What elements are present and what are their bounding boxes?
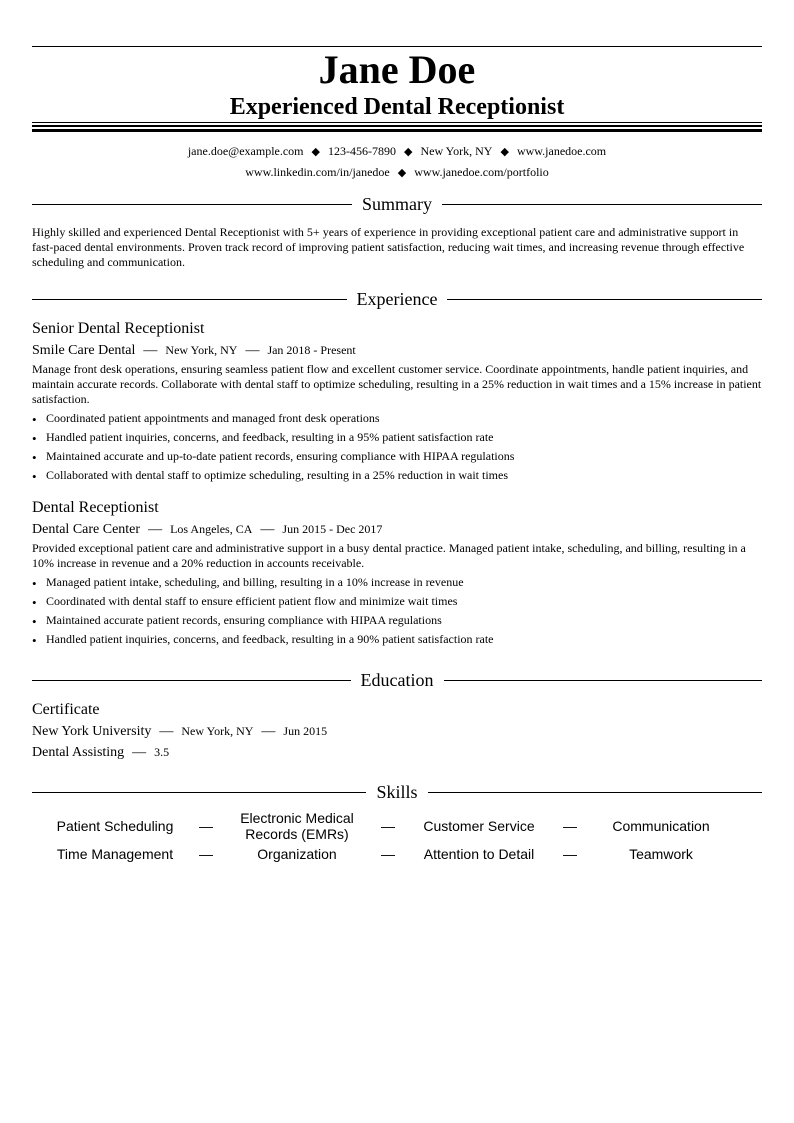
skill-item: Time Management (56, 846, 174, 862)
list-item: • Coordinated with dental staff to ensure efficient patient flow and minimize wait times (32, 592, 762, 611)
contact-portfolio[interactable]: www.janedoe.com/portfolio (414, 165, 549, 179)
education-location: New York, NY (181, 724, 254, 738)
skill-item: Communication (612, 818, 710, 834)
contact-line-2 (32, 164, 762, 181)
skills-row (32, 840, 762, 868)
job-entry (32, 319, 762, 485)
contact-email[interactable]: jane.doe@example.com (187, 144, 304, 158)
list-item: • Maintained accurate and up-to-date patient records, ensuring compliance with HIPAA regulations (32, 447, 762, 466)
list-item: • Collaborated with dental staff to optimize scheduling, resulting in a 25% reduction in wait times (32, 466, 762, 485)
skill-item: Patient Scheduling (56, 818, 174, 834)
education-date: Jun 2015 (283, 724, 328, 738)
summary-text: Highly skilled and experienced Dental Receptionist with 5+ years of experience in providing exceptional patient care and administrative support in fast-paced dental environments. Proven track record of improving patient satisfaction, reducing wait times, and increasing revenue through effective scheduling and communication. (32, 225, 745, 269)
candidate-title: Experienced Dental Receptionist (229, 94, 565, 120)
job-title: Senior Dental Receptionist (32, 320, 205, 337)
skills-heading: Skills (32, 780, 762, 804)
job-description: Manage front desk operations, ensuring seamless patient flow and excellent customer service. Coordinate appointments, handle patient inquiries, and maintain accurate records. Collaborate with dental staff to optimize scheduling, resulting in a 25% reduction in wait times and a 15% increase in patient satisfaction. (32, 362, 762, 406)
list-item: • Handled patient inquiries, concerns, and feedback, resulting in a 90% patient satisfaction rate (32, 630, 762, 649)
education-gpa: 3.5 (154, 745, 170, 759)
education-entry (32, 700, 762, 762)
diamond-separator-icon: ◆ (397, 167, 407, 179)
job-location: Los Angeles, CA (170, 522, 253, 536)
list-item: • Handled patient inquiries, concerns, and feedback, resulting in a 95% patient satisfaction rate (32, 428, 762, 447)
job-bullets (32, 409, 762, 485)
contact-linkedin[interactable]: www.linkedin.com/in/janedoe (245, 165, 390, 179)
summary-heading: Summary (32, 192, 762, 216)
skill-item: Customer Service (423, 818, 535, 834)
skill-item: Attention to Detail (423, 846, 535, 862)
skill-separator: — (199, 846, 213, 862)
skill-item: Electronic Medical Records (EMRs) (240, 810, 354, 842)
job-company: Smile Care Dental (32, 343, 136, 358)
job-description: Provided exceptional patient care and administrative support in a busy dental practice. Managed patient intake, scheduling, and billing, resulting in a 10% increase in revenue and a 20% reduction in accounts receivable. (32, 541, 746, 570)
education-degree: Certificate (32, 701, 100, 718)
job-bullets (32, 573, 762, 649)
candidate-name: Jane Doe (318, 47, 476, 92)
skill-separator: — (199, 818, 213, 834)
job-title: Dental Receptionist (32, 499, 159, 516)
diamond-separator-icon: ◆ (500, 146, 509, 158)
list-item: • Managed patient intake, scheduling, and billing, resulting in a 10% increase in revenue (32, 573, 762, 592)
job-dates: Jan 2018 - Present (267, 343, 356, 357)
job-dates: Jun 2015 - Dec 2017 (282, 522, 383, 536)
skill-separator: — (563, 818, 577, 834)
diamond-separator-icon: ◆ (403, 146, 413, 158)
contact-phone[interactable]: 123-456-7890 (327, 144, 396, 158)
job-meta: Smile Care Dental — New York, NY — Jan 2018 - Present (32, 343, 356, 358)
job-location: New York, NY (165, 343, 238, 357)
skill-separator: — (381, 846, 395, 862)
experience-heading: Experience (32, 287, 762, 311)
contact-line-1 (32, 143, 762, 160)
skill-separator: — (381, 818, 395, 834)
job-company: Dental Care Center (32, 522, 141, 537)
education-meta: New York University — New York, NY — Jun 2015 (32, 724, 328, 739)
list-item: • Maintained accurate patient records, ensuring compliance with HIPAA regulations (32, 611, 762, 630)
education-field-line: Dental Assisting — 3.5 (32, 745, 170, 760)
skill-item: Organization (257, 846, 337, 862)
contact-website[interactable]: www.janedoe.com (516, 144, 607, 158)
job-entry (32, 498, 762, 649)
education-field: Dental Assisting (32, 745, 125, 760)
skill-item: Teamwork (629, 846, 693, 862)
skills-grid (32, 812, 762, 868)
job-meta: Dental Care Center — Los Angeles, CA — Jun 2015 - Dec 2017 (32, 522, 383, 537)
contact-location: New York, NY (420, 144, 493, 158)
skill-separator: — (563, 846, 577, 862)
diamond-separator-icon: ◆ (311, 146, 320, 158)
education-heading: Education (32, 668, 762, 692)
header-rule (32, 122, 762, 133)
skills-row (32, 812, 762, 840)
education-school: New York University (32, 724, 152, 739)
list-item: • Coordinated patient appointments and managed front desk operations (32, 409, 762, 428)
